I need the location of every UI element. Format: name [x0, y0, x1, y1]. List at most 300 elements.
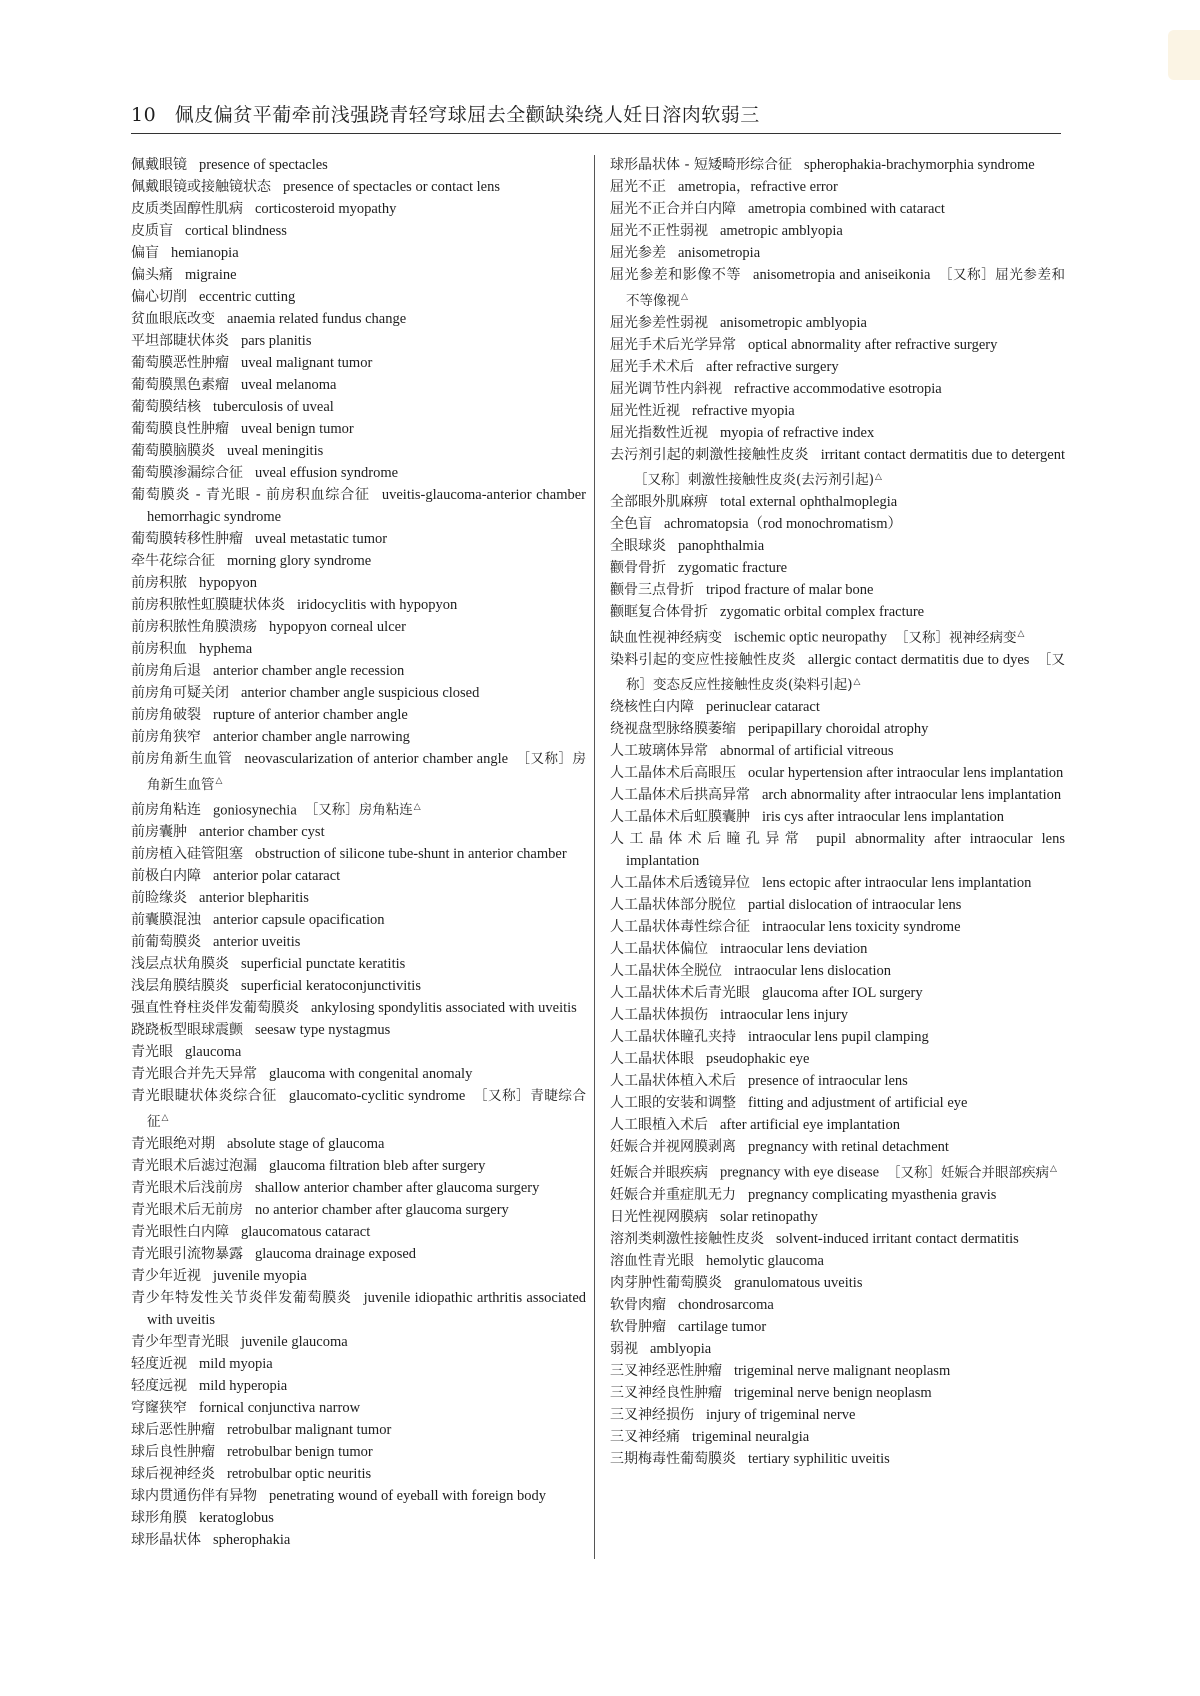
term-english: glaucoma with congenital anomaly — [269, 1066, 473, 1082]
term-chinese: 前房积脓 — [131, 575, 187, 591]
term-english: retrobulbar malignant tumor — [227, 1421, 392, 1438]
term-chinese: 青光眼绝对期 — [131, 1135, 215, 1152]
term-english: juvenile glaucoma — [241, 1333, 348, 1350]
term-entry — [131, 887, 586, 909]
term-english: goniosynechia — [213, 802, 297, 818]
term-chinese: 人工眼植入术后 — [610, 1117, 708, 1133]
term-chinese: 球后恶性肿瘤 — [131, 1421, 215, 1438]
term-english: pregnancy with retinal detachment — [748, 1139, 949, 1155]
term-entry — [610, 378, 1065, 400]
term-chinese: 弱视 — [610, 1340, 638, 1357]
term-entry — [131, 1063, 586, 1085]
term-chinese: 青光眼术后无前房 — [131, 1201, 243, 1218]
term-entry — [610, 894, 1065, 916]
term-entry — [131, 1199, 586, 1221]
term-alias: ［又称］变态反应性接触性皮炎(染料引起) — [626, 651, 1066, 693]
term-english: rupture of anterior chamber angle — [213, 707, 408, 723]
term-english: allergic contact dermatitis due to dyes — [807, 651, 1030, 668]
term-english: glaucoma — [185, 1044, 242, 1060]
term-chinese: 绕视盘型脉络膜萎缩 — [610, 721, 736, 737]
term-english: anterior chamber angle recession — [213, 663, 405, 679]
term-english: anterior chamber cyst — [199, 824, 325, 840]
term-chinese: 人工晶状体眼 — [610, 1051, 694, 1067]
term-chinese: 人工晶体术后拱高异常 — [610, 787, 750, 803]
term-chinese: 屈光不正合并白内障 — [610, 201, 736, 217]
term-chinese: 全眼球炎 — [610, 538, 666, 554]
term-entry — [610, 444, 1065, 492]
term-english: juvenile myopia — [213, 1267, 307, 1284]
term-english: glaucoma after IOL surgery — [762, 985, 923, 1001]
term-alias: ［又称］房角新生血管 — [147, 751, 587, 793]
term-english: no anterior chamber after glaucoma surgery — [255, 1201, 509, 1218]
term-english: granulomatous uveitis — [734, 1274, 863, 1291]
term-chinese: 前睑缘炎 — [131, 890, 187, 906]
term-entry — [610, 938, 1065, 960]
term-chinese: 屈光指数性近视 — [610, 424, 708, 441]
term-entry — [610, 312, 1065, 334]
term-english: anisometropia — [678, 245, 761, 261]
term-entry — [131, 1331, 586, 1353]
term-english: eccentric cutting — [199, 289, 296, 305]
term-english: absolute stage of glaucoma — [227, 1135, 385, 1152]
term-entry — [610, 1092, 1065, 1114]
term-chinese: 前房积脓性角膜溃疡 — [131, 619, 257, 635]
term-english: anterior uveitis — [213, 934, 301, 950]
term-english: chondrosarcoma — [678, 1296, 774, 1313]
term-entry — [610, 1426, 1065, 1448]
term-entry — [131, 440, 586, 462]
term-chinese: 人工晶状体偏位 — [610, 941, 708, 957]
term-english: trigeminal nerve benign neoplasm — [734, 1384, 932, 1401]
term-chinese: 前极白内障 — [131, 868, 201, 884]
term-english: total external ophthalmoplegia — [720, 494, 898, 510]
term-chinese: 妊娠合并重症肌无力 — [610, 1186, 736, 1203]
right-column — [610, 154, 1065, 1470]
term-english: anterior capsule opacification — [213, 912, 385, 928]
term-chinese: 轻度近视 — [131, 1355, 187, 1372]
term-chinese: 青光眼术后滤过泡漏 — [131, 1157, 257, 1174]
term-entry — [131, 616, 586, 638]
term-chinese: 葡萄膜良性肿瘤 — [131, 421, 229, 437]
term-entry — [610, 1360, 1065, 1382]
term-chinese: 去污剂引起的刺激性接触性皮炎 — [610, 446, 809, 463]
term-alias: ［又称］房角粘连 — [304, 802, 413, 818]
term-entry — [131, 1463, 586, 1485]
term-english: pseudophakic eye — [706, 1051, 810, 1067]
term-english: anterior blepharitis — [199, 890, 309, 906]
term-entry — [131, 821, 586, 843]
term-entry — [610, 198, 1065, 220]
term-english: anterior chamber angle suspicious closed — [241, 685, 480, 701]
term-entry — [131, 396, 586, 418]
term-chinese: 皮质盲 — [131, 223, 173, 239]
term-english: abnormal of artificial vitreous — [720, 743, 894, 759]
term-entry — [610, 1294, 1065, 1316]
term-chinese: 妊娠合并眼疾病 — [610, 1164, 708, 1181]
term-entry — [610, 982, 1065, 1004]
term-chinese: 染料引起的变应性接触性皮炎 — [610, 651, 796, 668]
term-english: tertiary syphilitic uveitis — [748, 1450, 890, 1467]
term-entry — [610, 872, 1065, 894]
term-english: uveal effusion syndrome — [255, 465, 399, 481]
term-chinese: 偏头痛 — [131, 267, 173, 283]
term-entry — [131, 198, 586, 220]
term-entry — [131, 865, 586, 887]
term-chinese: 浅层点状角膜炎 — [131, 956, 229, 972]
page-corner-tab — [1168, 30, 1200, 80]
term-chinese: 人工晶体术后高眼压 — [610, 765, 736, 781]
term-english: peripapillary choroidal atrophy — [748, 721, 929, 737]
term-entry — [131, 1041, 586, 1063]
term-entry — [131, 154, 586, 176]
term-entry — [131, 418, 586, 440]
alias-marker-icon: △ — [413, 801, 421, 812]
column-divider — [594, 155, 595, 1559]
term-entry — [131, 726, 586, 748]
term-chinese: 人工玻璃体异常 — [610, 743, 708, 759]
term-chinese: 偏盲 — [131, 245, 159, 261]
term-english: penetrating wound of eyeball with foreign body — [269, 1487, 547, 1504]
term-chinese: 日光性视网膜病 — [610, 1208, 708, 1225]
term-chinese: 前囊膜混浊 — [131, 912, 201, 928]
term-entry — [131, 1485, 586, 1507]
term-english: anterior polar cataract — [213, 868, 341, 884]
term-entry — [131, 638, 586, 660]
term-entry — [610, 535, 1065, 557]
term-entry — [131, 682, 586, 704]
term-english: ischemic optic neuropathy — [734, 629, 888, 646]
term-english: morning glory syndrome — [227, 553, 372, 569]
term-english: tuberculosis of uveal — [213, 399, 334, 415]
term-chinese: 绕核性白内障 — [610, 699, 694, 715]
term-english: uveal malignant tumor — [241, 355, 373, 371]
term-english: keratoglobus — [199, 1509, 274, 1526]
term-chinese: 颧眶复合体骨折 — [610, 604, 708, 620]
term-chinese: 人工眼的安装和调整 — [610, 1095, 736, 1111]
term-chinese: 三叉神经痛 — [610, 1428, 680, 1445]
term-chinese: 前房角新生血管 — [131, 751, 233, 767]
term-entry — [131, 528, 586, 550]
term-chinese: 葡萄膜黑色素瘤 — [131, 377, 229, 393]
term-english: glaucomatous cataract — [241, 1223, 371, 1240]
term-chinese: 前房植入硅管阻塞 — [131, 846, 243, 862]
term-chinese: 人工晶状体部分脱位 — [610, 897, 736, 913]
term-chinese: 三期梅毒性葡萄膜炎 — [610, 1450, 736, 1467]
term-english: solar retinopathy — [720, 1208, 818, 1225]
term-english: uveal meningitis — [227, 443, 324, 459]
term-chinese: 球形晶状体 — [131, 1531, 201, 1548]
term-chinese: 轻度远视 — [131, 1377, 187, 1394]
term-entry — [610, 513, 1065, 535]
term-entry — [610, 828, 1065, 872]
term-entry — [610, 1228, 1065, 1250]
term-chinese: 青光眼 — [131, 1044, 173, 1060]
term-chinese: 屈光参差性弱视 — [610, 314, 708, 331]
term-chinese: 葡萄膜恶性肿瘤 — [131, 355, 229, 371]
term-chinese: 贫血眼底改变 — [131, 311, 215, 327]
term-english: after artificial eye implantation — [720, 1117, 900, 1133]
term-english: juvenile idiopathic arthritis associated with uveitis — [147, 1289, 587, 1328]
term-chinese: 青光眼性白内障 — [131, 1223, 229, 1240]
term-chinese: 青少年特发性关节炎伴发葡萄膜炎 — [131, 1289, 352, 1306]
term-chinese: 人工晶状体毒性综合征 — [610, 919, 750, 935]
term-english: ametropia，refractive error — [678, 179, 838, 195]
term-entry — [610, 422, 1065, 444]
term-chinese: 葡萄膜脑膜炎 — [131, 443, 215, 459]
term-chinese: 青光眼术后浅前房 — [131, 1179, 243, 1196]
term-english: anaemia related fundus change — [227, 311, 407, 327]
term-entry — [131, 1441, 586, 1463]
term-entry — [131, 975, 586, 997]
term-alias: ［又称］青睫综合征 — [147, 1088, 587, 1130]
term-chinese: 球后良性肿瘤 — [131, 1443, 215, 1460]
term-chinese: 屈光手术后光学异常 — [610, 336, 736, 353]
term-chinese: 溶血性青光眼 — [610, 1252, 694, 1269]
term-entry — [131, 1085, 586, 1133]
term-alias: ［又称］视神经病变 — [895, 629, 1017, 646]
term-english: neovascularization of anterior chamber angle — [244, 751, 509, 767]
term-english: retrobulbar optic neuritis — [227, 1465, 372, 1482]
alias-marker-icon: △ — [853, 676, 861, 687]
term-entry — [131, 909, 586, 931]
term-entry — [131, 997, 586, 1019]
term-chinese: 前房角可疑关闭 — [131, 685, 229, 701]
term-entry — [610, 154, 1065, 176]
term-chinese: 软骨肿瘤 — [610, 1318, 666, 1335]
term-entry — [131, 286, 586, 308]
term-entry — [131, 550, 586, 572]
term-english: seesaw type nystagmus — [255, 1022, 391, 1038]
term-english: migraine — [185, 267, 237, 283]
term-entry — [610, 176, 1065, 198]
term-chinese: 前房积脓性虹膜睫状体炎 — [131, 597, 285, 613]
term-chinese: 葡萄膜转移性肿瘤 — [131, 531, 243, 547]
term-chinese: 青光眼睫状体炎综合征 — [131, 1088, 277, 1104]
term-english: zygomatic fracture — [678, 560, 788, 576]
term-english: pregnancy with eye disease — [720, 1164, 880, 1181]
term-chinese: 前房积血 — [131, 641, 187, 657]
term-english: solvent-induced irritant contact dermatitis — [776, 1230, 1019, 1247]
term-english: iridocyclitis with hypopyon — [297, 597, 458, 613]
term-chinese: 前葡萄膜炎 — [131, 934, 201, 950]
term-english: tripod fracture of malar bone — [706, 582, 874, 598]
term-chinese: 葡萄膜结核 — [131, 399, 201, 415]
term-entry — [131, 1177, 586, 1199]
term-chinese: 强直性脊柱炎伴发葡萄膜炎 — [131, 1000, 299, 1016]
term-entry — [610, 601, 1065, 623]
term-entry — [131, 220, 586, 242]
term-chinese: 前房角粘连 — [131, 802, 201, 818]
left-column — [131, 154, 586, 1551]
term-entry — [131, 1265, 586, 1287]
term-chinese: 青少年型青光眼 — [131, 1333, 229, 1350]
term-english: glaucoma filtration bleb after surgery — [269, 1157, 486, 1174]
term-chinese: 溶剂类刺激性接触性皮炎 — [610, 1230, 764, 1247]
term-english: pupil abnormality after intraocular lens implantation — [626, 831, 1065, 869]
term-chinese: 三叉神经良性肿瘤 — [610, 1384, 722, 1401]
term-chinese: 球形晶状体 - 短矮畸形综合征 — [610, 157, 792, 173]
term-english: spherophakia — [213, 1531, 291, 1548]
page-header — [131, 102, 1061, 128]
term-entry — [131, 1155, 586, 1177]
term-chinese: 球形角膜 — [131, 1509, 187, 1526]
term-english: hypopyon corneal ulcer — [269, 619, 406, 635]
term-entry — [131, 704, 586, 726]
term-chinese: 葡萄膜渗漏综合征 — [131, 465, 243, 481]
term-chinese: 全部眼外肌麻痹 — [610, 494, 708, 510]
term-entry — [610, 1070, 1065, 1092]
term-english: intraocular lens dislocation — [734, 963, 892, 979]
term-entry — [131, 330, 586, 352]
term-english: trigeminal nerve malignant neoplasm — [734, 1362, 951, 1379]
term-english: obstruction of silicone tube-shunt in anterior chamber — [255, 846, 567, 862]
header-rule — [131, 133, 1061, 134]
term-entry — [610, 1404, 1065, 1426]
term-chinese: 颧骨三点骨折 — [610, 582, 694, 598]
term-entry — [131, 843, 586, 865]
term-entry — [610, 1250, 1065, 1272]
term-entry — [131, 352, 586, 374]
term-english: lens ectopic after intraocular lens implantation — [762, 875, 1032, 891]
term-chinese: 球内贯通伤伴有异物 — [131, 1487, 257, 1504]
term-entry — [131, 931, 586, 953]
term-entry — [131, 462, 586, 484]
term-english: ocular hypertension after intraocular lens implantation — [748, 765, 1064, 781]
term-english: irritant contact dermatitis due to detergent — [820, 446, 1066, 463]
term-english: uveitis-glaucoma-anterior chamber hemorrhagic syndrome — [147, 487, 587, 525]
term-entry — [610, 579, 1065, 601]
term-entry — [131, 1375, 586, 1397]
term-chinese: 颧骨骨折 — [610, 560, 666, 576]
term-entry — [610, 916, 1065, 938]
term-english: arch abnormality after intraocular lens implantation — [762, 787, 1062, 803]
term-english: corticosteroid myopathy — [255, 201, 397, 217]
term-entry — [131, 242, 586, 264]
term-entry — [131, 1507, 586, 1529]
term-english: achromatopsia（rod monochromatism） — [664, 516, 902, 532]
term-entry — [610, 264, 1065, 312]
term-entry — [610, 1448, 1065, 1470]
term-english: iris cys after intraocular lens implantation — [762, 809, 1004, 825]
term-entry — [131, 176, 586, 198]
term-entry — [610, 356, 1065, 378]
term-english: anterior chamber angle narrowing — [213, 729, 410, 745]
term-alias: ［又称］刺激性接触性皮炎(去污剂引起) — [634, 472, 875, 488]
term-chinese: 球后视神经炎 — [131, 1465, 215, 1482]
term-english: intraocular lens injury — [720, 1007, 849, 1023]
term-entry — [131, 1019, 586, 1041]
term-english: hypopyon — [199, 575, 257, 591]
term-chinese: 软骨肉瘤 — [610, 1296, 666, 1313]
term-entry — [131, 1243, 586, 1265]
term-chinese: 人工晶体术后瞳孔异常 — [610, 831, 805, 847]
term-entry — [131, 1221, 586, 1243]
term-english: hemianopia — [171, 245, 239, 261]
term-chinese: 屈光调节性内斜视 — [610, 380, 722, 397]
term-chinese: 屈光参差 — [610, 245, 666, 261]
term-entry — [131, 1419, 586, 1441]
alias-marker-icon: △ — [1050, 1164, 1057, 1174]
term-alias: ［又称］屈光参差和不等像视 — [626, 267, 1066, 309]
term-english: glaucomato-cyclitic syndrome — [288, 1088, 466, 1104]
term-entry — [610, 806, 1065, 828]
term-english: pregnancy complicating myasthenia gravis — [748, 1186, 997, 1203]
term-entry — [610, 491, 1065, 513]
term-english: refractive myopia — [692, 402, 795, 419]
term-english: intraocular lens toxicity syndrome — [762, 919, 961, 935]
term-chinese: 人工晶体术后透镜异位 — [610, 875, 750, 891]
term-entry — [610, 1206, 1065, 1228]
term-english: shallow anterior chamber after glaucoma surgery — [255, 1179, 540, 1196]
term-english: partial dislocation of intraocular lens — [748, 897, 962, 913]
term-english: mild hyperopia — [199, 1377, 288, 1394]
term-entry — [610, 623, 1065, 649]
term-entry — [131, 1133, 586, 1155]
term-english: anisometropic amblyopia — [720, 314, 867, 331]
term-entry — [131, 748, 586, 796]
term-chinese: 屈光不正 — [610, 179, 666, 195]
term-entry — [610, 1272, 1065, 1294]
alias-marker-icon: △ — [875, 471, 882, 482]
term-english: hemolytic glaucoma — [706, 1252, 824, 1269]
term-entry — [610, 960, 1065, 982]
term-chinese: 三叉神经恶性肿瘤 — [610, 1362, 722, 1379]
term-entry — [610, 400, 1065, 422]
term-english: mild myopia — [199, 1355, 273, 1372]
term-english: pars planitis — [241, 333, 312, 349]
term-entry — [131, 594, 586, 616]
term-english: trigeminal neuralgia — [692, 1428, 810, 1445]
term-chinese: 屈光性近视 — [610, 402, 680, 419]
term-entry — [610, 334, 1065, 356]
term-chinese: 人工晶状体瞳孔夹持 — [610, 1029, 736, 1045]
term-chinese: 缺血性视神经病变 — [610, 629, 722, 646]
term-chinese: 青光眼合并先天异常 — [131, 1066, 257, 1082]
term-chinese: 人工晶状体全脱位 — [610, 963, 722, 979]
term-english: uveal metastatic tumor — [255, 531, 388, 547]
term-entry — [610, 242, 1065, 264]
term-english: fitting and adjustment of artificial eye — [748, 1095, 968, 1111]
term-english: panophthalmia — [678, 538, 765, 554]
term-chinese: 前房角破裂 — [131, 707, 201, 723]
term-english: optical abnormality after refractive surgery — [748, 336, 998, 353]
alias-marker-icon: △ — [215, 776, 223, 786]
alias-marker-icon: △ — [1017, 629, 1025, 639]
term-chinese: 偏心切削 — [131, 289, 187, 305]
term-entry — [610, 1158, 1065, 1184]
term-chinese: 全色盲 — [610, 516, 652, 532]
term-english: intraocular lens pupil clamping — [748, 1029, 929, 1045]
term-entry — [610, 1316, 1065, 1338]
term-english: fornical conjunctiva narrow — [199, 1399, 361, 1416]
term-entry — [610, 220, 1065, 242]
term-english: cortical blindness — [185, 223, 287, 239]
term-chinese: 葡萄膜炎 - 青光眼 - 前房积血综合征 — [131, 487, 370, 503]
term-chinese: 浅层角膜结膜炎 — [131, 978, 229, 994]
term-entry — [131, 953, 586, 975]
term-entry — [610, 784, 1065, 806]
term-english: after refractive surgery — [706, 358, 839, 375]
term-english: anisometropia and aniseikonia — [753, 267, 931, 283]
term-chinese: 三叉神经损伤 — [610, 1406, 694, 1423]
term-english: ametropia combined with cataract — [748, 201, 945, 217]
term-chinese: 跷跷板型眼球震颤 — [131, 1022, 243, 1038]
term-english: presence of spectacles — [199, 157, 328, 173]
term-entry — [610, 718, 1065, 740]
term-english: ametropic amblyopia — [720, 223, 843, 239]
term-english: intraocular lens deviation — [720, 941, 868, 957]
term-entry — [610, 740, 1065, 762]
